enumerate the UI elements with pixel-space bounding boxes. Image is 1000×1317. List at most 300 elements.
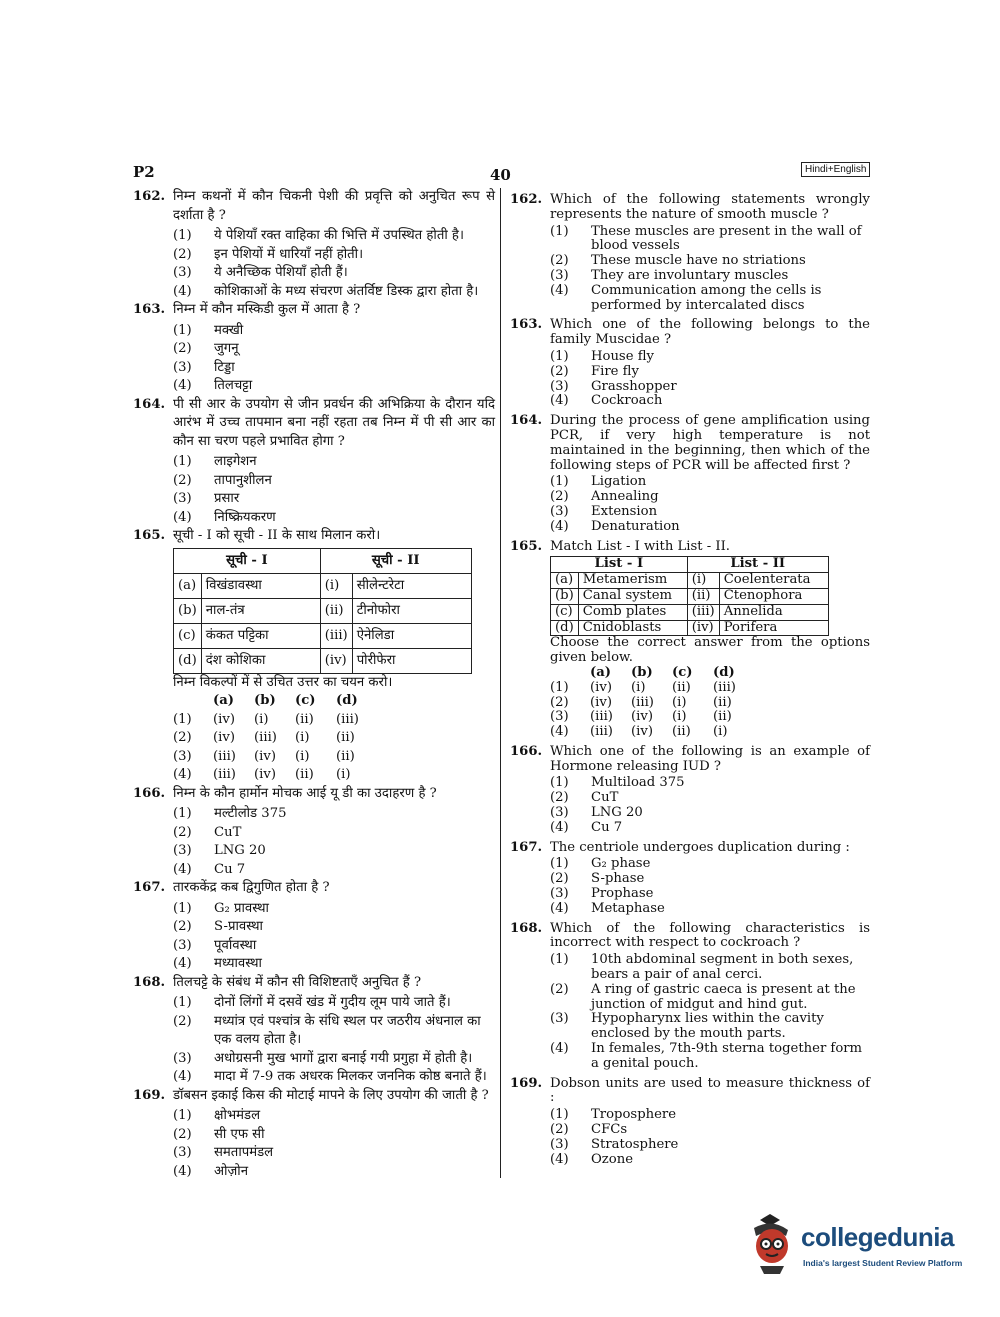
answer-number: (1) bbox=[173, 711, 192, 727]
option-number: (4) bbox=[550, 518, 569, 534]
option-text: In females, 7th-9th sterna together form a genital pouch. bbox=[591, 1041, 863, 1071]
option-number: (2) bbox=[173, 1126, 192, 1142]
language-badge: Hindi+English bbox=[801, 162, 870, 177]
option-text: प्रसार bbox=[214, 491, 240, 506]
match-row bbox=[551, 604, 829, 620]
options-list bbox=[173, 227, 495, 301]
option-item bbox=[550, 1138, 870, 1153]
answer-value: (iv) bbox=[213, 730, 235, 745]
options-list bbox=[173, 1107, 495, 1181]
answer-value: (iv) bbox=[590, 679, 612, 695]
question-stem bbox=[510, 841, 870, 856]
answer-grid-header bbox=[550, 666, 870, 681]
answer-grid bbox=[173, 692, 495, 785]
question-164 bbox=[510, 414, 870, 534]
question-number: 165. bbox=[510, 538, 543, 554]
option-number: (1) bbox=[550, 474, 569, 490]
option-item bbox=[550, 983, 870, 1013]
option-item bbox=[550, 887, 870, 902]
option-text: Hypopharynx lies within the cavity enclosed by the mouth parts. bbox=[591, 1011, 824, 1042]
option-item bbox=[550, 902, 870, 917]
option-text: जुगनू bbox=[214, 341, 239, 356]
question-169 bbox=[510, 1077, 870, 1168]
answer-spacer bbox=[550, 666, 590, 681]
match-row bbox=[174, 648, 472, 673]
answer-value: (i) bbox=[672, 709, 687, 725]
question-164 bbox=[133, 396, 495, 528]
option-text: ये अनैच्छिक पेशियाँ होती हैं। bbox=[214, 265, 348, 280]
answer-value: (i) bbox=[254, 711, 269, 727]
option-item bbox=[173, 1126, 495, 1145]
option-item bbox=[173, 322, 495, 341]
answer-value: (iii) bbox=[590, 709, 613, 725]
question-text: निम्न के कौन हार्मोन मोचक आई यू डी का उदाहरण है ? bbox=[173, 785, 437, 801]
answer-instruction: Choose the correct answer from the options given below. bbox=[550, 635, 870, 666]
option-text: Cockroach bbox=[591, 393, 663, 409]
question-stem bbox=[510, 414, 870, 473]
answer-value: (iii) bbox=[590, 724, 613, 740]
mascot-icon bbox=[746, 1214, 798, 1274]
question-stem bbox=[510, 540, 870, 555]
question-number: 166. bbox=[133, 785, 166, 801]
question-number: 169. bbox=[133, 1087, 166, 1103]
answer-col-head: (a) bbox=[590, 664, 612, 680]
question-stem bbox=[133, 527, 495, 546]
question-stem bbox=[133, 188, 495, 225]
answer-value: (iv) bbox=[254, 767, 276, 782]
options-list bbox=[550, 776, 870, 835]
question-stem bbox=[133, 974, 495, 993]
option-text: तापानुशीलन bbox=[214, 472, 272, 488]
option-item bbox=[550, 284, 870, 314]
question-stem bbox=[133, 396, 495, 452]
question-text: Match List - I with List - II. bbox=[550, 538, 731, 554]
option-text: लाइगेशन bbox=[214, 454, 257, 469]
answer-value: (i) bbox=[631, 679, 646, 695]
match-item-1: दंश कोशिका bbox=[201, 648, 320, 673]
answer-value: (iii) bbox=[213, 748, 236, 764]
option-number: (2) bbox=[550, 363, 569, 379]
match-row bbox=[174, 598, 472, 623]
option-text: They are involuntary muscles bbox=[591, 267, 789, 283]
option-number: (4) bbox=[550, 1041, 569, 1057]
option-text: These muscles are present in the wall of blood vessels bbox=[591, 223, 862, 254]
option-number: (4) bbox=[173, 1069, 192, 1084]
option-number: (3) bbox=[550, 1011, 569, 1027]
question-number: 168. bbox=[510, 920, 543, 936]
match-key-1: (b) bbox=[551, 588, 579, 604]
match-row bbox=[174, 573, 472, 598]
match-key-1: (d) bbox=[551, 620, 579, 636]
option-text: S-phase bbox=[591, 871, 645, 887]
answer-value: (iv) bbox=[254, 748, 276, 764]
option-number: (4) bbox=[173, 509, 192, 525]
answer-option bbox=[550, 696, 870, 711]
option-text: G₂ प्रावस्था bbox=[214, 900, 269, 916]
option-number: (2) bbox=[173, 246, 192, 262]
question-number: 168. bbox=[133, 974, 166, 990]
question-165 bbox=[133, 527, 495, 785]
options-list bbox=[550, 1108, 870, 1167]
option-item bbox=[173, 1163, 495, 1182]
match-item-2: टीनोफोरा bbox=[352, 598, 471, 623]
option-text: टिड्डा bbox=[214, 359, 235, 375]
option-number: (2) bbox=[550, 790, 569, 806]
option-text: मक्खी bbox=[214, 322, 244, 338]
question-number: 162. bbox=[510, 192, 543, 207]
match-table-header bbox=[174, 548, 472, 573]
option-item bbox=[550, 475, 870, 490]
option-item bbox=[173, 283, 495, 302]
answer-value: (i) bbox=[713, 724, 728, 740]
option-item bbox=[173, 994, 495, 1013]
option-text: कोशिकाओं के मध्य संचरण अंतर्विष्ट डिस्क द्वारा होता है। bbox=[214, 283, 479, 299]
match-key-1: (d) bbox=[174, 648, 202, 673]
match-item-1: Metamerism bbox=[578, 573, 687, 589]
match-key-2: (iv) bbox=[687, 620, 719, 636]
option-number: (1) bbox=[173, 228, 192, 243]
option-text: Prophase bbox=[591, 886, 654, 902]
answer-value: (ii) bbox=[336, 748, 355, 764]
answer-value: (i) bbox=[336, 767, 351, 782]
option-item bbox=[550, 857, 870, 872]
list1-header: सूची - I bbox=[174, 548, 321, 573]
answer-col-head: (d) bbox=[713, 664, 735, 680]
match-row bbox=[551, 588, 829, 604]
option-item bbox=[173, 377, 495, 396]
option-text: निष्क्रियकरण bbox=[214, 509, 276, 525]
option-number: (4) bbox=[550, 1151, 569, 1167]
answer-value: (ii) bbox=[295, 711, 314, 727]
answer-col-head: (c) bbox=[672, 664, 693, 680]
option-item bbox=[173, 472, 495, 491]
answer-value: (ii) bbox=[672, 679, 691, 695]
question-text: Which of the following characteristics is incorrect with respect to cockroach ? bbox=[550, 920, 870, 951]
option-number: (2) bbox=[550, 489, 569, 505]
option-item bbox=[550, 872, 870, 887]
answer-value: (ii) bbox=[336, 730, 355, 745]
option-number: (4) bbox=[550, 282, 569, 298]
option-number: (4) bbox=[173, 378, 192, 393]
answer-value: (i) bbox=[295, 748, 310, 764]
question-text: Which of the following statements wrongly represents the nature of smooth muscle ? bbox=[550, 192, 870, 222]
question-number: 163. bbox=[133, 302, 166, 317]
match-key-1: (a) bbox=[174, 573, 202, 598]
option-item bbox=[173, 1107, 495, 1126]
answer-value: (ii) bbox=[713, 694, 732, 710]
option-item bbox=[550, 520, 870, 535]
answer-value: (ii) bbox=[672, 724, 691, 740]
options-list bbox=[173, 994, 495, 1087]
option-number: (2) bbox=[173, 1013, 192, 1029]
option-number: (3) bbox=[173, 265, 192, 280]
match-item-2: पोरीफेरा bbox=[352, 648, 471, 673]
option-text: मादा में 7-9 तक अधरक मिलकर जननिक कोष्ठ बनाते हैं। bbox=[214, 1069, 487, 1084]
match-table-header bbox=[551, 557, 829, 573]
question-number: 163. bbox=[510, 317, 543, 333]
answer-option bbox=[173, 711, 495, 730]
option-item bbox=[550, 776, 870, 791]
option-text: These muscle have no striations bbox=[591, 253, 806, 269]
question-stem bbox=[133, 301, 495, 320]
option-number: (1) bbox=[550, 223, 569, 239]
option-item bbox=[173, 227, 495, 246]
option-item bbox=[550, 1108, 870, 1123]
match-key-2: (i) bbox=[687, 573, 719, 589]
option-item bbox=[550, 254, 870, 269]
answer-col-head: (c) bbox=[295, 693, 316, 708]
option-number: (3) bbox=[550, 267, 569, 283]
question-163 bbox=[133, 301, 495, 396]
question-text: तारककेंद्र कब द्विगुणित होता है ? bbox=[173, 880, 330, 895]
column-divider bbox=[500, 188, 501, 1178]
match-item-2: Coelenterata bbox=[719, 573, 828, 589]
question-text: सूची - I को सूची - II के साथ मिलान करो। bbox=[173, 528, 381, 543]
match-item-1: नाल-तंत्र bbox=[201, 598, 320, 623]
question-stem bbox=[510, 745, 870, 775]
match-row bbox=[551, 620, 829, 636]
option-number: (3) bbox=[550, 805, 569, 821]
answer-option bbox=[173, 766, 495, 785]
question-166 bbox=[133, 785, 495, 880]
answer-option bbox=[550, 681, 870, 696]
option-number: (1) bbox=[550, 775, 569, 791]
option-number: (1) bbox=[550, 348, 569, 364]
question-162 bbox=[133, 188, 495, 301]
option-number: (2) bbox=[173, 824, 192, 840]
question-number: 166. bbox=[510, 743, 543, 759]
option-text: दोनों लिंगों में दसवें खंड में गुदीय लूम पाये जाते हैं। bbox=[214, 995, 451, 1010]
option-number: (1) bbox=[173, 322, 192, 338]
answer-col-head: (a) bbox=[213, 693, 235, 708]
option-number: (4) bbox=[173, 283, 192, 299]
answer-number: (1) bbox=[550, 679, 569, 695]
question-text: Dobson units are used to measure thickness of : bbox=[550, 1075, 870, 1106]
question-text: Which one of the following is an example of Hormone releasing IUD ? bbox=[550, 743, 870, 774]
option-item bbox=[173, 918, 495, 937]
option-text: इन पेशियों में धारियाँ नहीं होती। bbox=[214, 246, 364, 262]
list2-header: सूची - II bbox=[320, 548, 471, 573]
option-text: Denaturation bbox=[591, 518, 680, 534]
option-number: (3) bbox=[550, 1136, 569, 1152]
match-item-1: Comb plates bbox=[578, 604, 687, 620]
option-number: (4) bbox=[173, 861, 192, 877]
option-text: 10th abdominal segment in both sexes, bears a pair of anal cerci. bbox=[591, 952, 854, 983]
option-number: (1) bbox=[173, 900, 192, 916]
match-key-2: (iv) bbox=[320, 648, 352, 673]
question-167 bbox=[510, 841, 870, 917]
option-item bbox=[173, 453, 495, 472]
option-text: LNG 20 bbox=[214, 843, 266, 858]
list2-header: List - II bbox=[687, 557, 828, 573]
option-text: क्षोभमंडल bbox=[214, 1108, 261, 1123]
question-number: 162. bbox=[133, 189, 166, 204]
question-163 bbox=[510, 318, 870, 409]
option-text: CuT bbox=[214, 824, 242, 840]
answer-value: (iv) bbox=[631, 724, 653, 740]
answer-number: (3) bbox=[550, 709, 569, 725]
option-number: (3) bbox=[173, 1145, 192, 1160]
option-text: सी एफ सी bbox=[214, 1126, 265, 1142]
question-text: The centriole undergoes duplication during : bbox=[550, 839, 850, 855]
answer-grid-header bbox=[173, 692, 495, 711]
answer-value: (iv) bbox=[213, 711, 235, 727]
match-item-1: Canal system bbox=[578, 588, 687, 604]
list1-header: List - I bbox=[551, 557, 688, 573]
match-item-2: ऐनेलिडा bbox=[352, 623, 471, 648]
options-list bbox=[173, 900, 495, 974]
answer-value: (iv) bbox=[590, 694, 612, 710]
option-item bbox=[550, 225, 870, 255]
option-text: Cu 7 bbox=[214, 861, 246, 877]
option-number: (1) bbox=[550, 856, 569, 872]
option-item bbox=[173, 805, 495, 824]
match-item-2: Annelida bbox=[719, 604, 828, 620]
option-number: (1) bbox=[173, 806, 192, 821]
option-item bbox=[173, 359, 495, 378]
option-item bbox=[173, 264, 495, 283]
question-stem bbox=[133, 785, 495, 804]
question-stem bbox=[510, 193, 870, 223]
match-table bbox=[550, 556, 829, 636]
match-row bbox=[551, 573, 829, 589]
option-number: (1) bbox=[550, 1107, 569, 1123]
option-item bbox=[173, 246, 495, 265]
option-number: (4) bbox=[550, 900, 569, 916]
option-item bbox=[173, 509, 495, 528]
option-text: Ozone bbox=[591, 1151, 633, 1167]
brand-name: collegedunia bbox=[801, 1222, 954, 1252]
question-168 bbox=[510, 922, 870, 1072]
answer-value: (ii) bbox=[295, 767, 314, 782]
question-162 bbox=[510, 193, 870, 313]
match-key-1: (b) bbox=[174, 598, 202, 623]
answer-number: (2) bbox=[173, 730, 192, 745]
match-key-2: (iii) bbox=[687, 604, 719, 620]
answer-instruction: निम्न विकल्पों में से उचित उत्तर का चयन करो। bbox=[173, 674, 393, 690]
answer-col-head: (b) bbox=[631, 664, 653, 680]
option-number: (2) bbox=[550, 1122, 569, 1138]
question-number: 164. bbox=[133, 396, 166, 412]
option-number: (2) bbox=[550, 981, 569, 997]
question-text: डॉबसन इकाई किस की मोटाई मापने के लिए उपयोग की जाती है ? bbox=[173, 1087, 489, 1103]
question-number: 165. bbox=[133, 528, 166, 543]
option-text: पूर्वावस्था bbox=[214, 937, 257, 953]
option-item bbox=[550, 365, 870, 380]
option-text: समतापमंडल bbox=[214, 1145, 274, 1160]
option-text: अधोग्रसनी मुख भागों द्वारा बनाई गयी प्रगुहा में होती है। bbox=[214, 1050, 473, 1066]
option-item bbox=[550, 1042, 870, 1072]
option-number: (1) bbox=[173, 454, 192, 469]
answer-number: (4) bbox=[173, 767, 192, 782]
option-item bbox=[550, 269, 870, 284]
option-item bbox=[550, 490, 870, 505]
option-text: Cu 7 bbox=[591, 819, 623, 835]
answer-option bbox=[173, 729, 495, 748]
option-item bbox=[173, 937, 495, 956]
option-text: Ligation bbox=[591, 474, 647, 490]
option-item bbox=[173, 340, 495, 359]
question-text: Which one of the following belongs to the family Muscidae ? bbox=[550, 317, 870, 348]
question-stem bbox=[510, 922, 870, 952]
option-text: Grasshopper bbox=[591, 378, 677, 394]
brand-tagline: India's largest Student Review Platform bbox=[803, 1258, 963, 1268]
answer-grid bbox=[550, 666, 870, 740]
option-number: (4) bbox=[173, 956, 192, 971]
answer-value: (i) bbox=[672, 694, 687, 710]
question-stem bbox=[133, 1087, 495, 1106]
option-item bbox=[173, 1050, 495, 1069]
options-list bbox=[173, 805, 495, 879]
option-number: (4) bbox=[173, 1163, 192, 1179]
question-number: 167. bbox=[510, 839, 543, 855]
option-text: CFCs bbox=[591, 1122, 628, 1138]
question-text: During the process of gene amplification using PCR, if very high temperature is not maintained in the beginning, then which of the following steps of PCR will be affected first ? bbox=[550, 413, 870, 473]
match-key-1: (a) bbox=[551, 573, 579, 589]
question-number: 164. bbox=[510, 413, 543, 429]
option-number: (2) bbox=[550, 871, 569, 887]
option-item bbox=[550, 1123, 870, 1138]
page-number: 40 bbox=[490, 166, 511, 184]
option-text: S-प्रावस्था bbox=[214, 919, 263, 934]
option-text: Annealing bbox=[591, 489, 659, 505]
option-item bbox=[173, 1013, 495, 1050]
question-number: 167. bbox=[133, 880, 166, 895]
options-list bbox=[550, 857, 870, 916]
match-key-2: (i) bbox=[320, 573, 352, 598]
match-item-2: Ctenophora bbox=[719, 588, 828, 604]
option-item bbox=[173, 861, 495, 880]
option-text: A ring of gastric caeca is present at the junction of midgut and hind gut. bbox=[591, 981, 856, 1012]
answer-value: (iii) bbox=[213, 767, 236, 782]
question-number: 169. bbox=[510, 1075, 543, 1091]
answer-option bbox=[550, 710, 870, 725]
option-item bbox=[173, 900, 495, 919]
option-number: (3) bbox=[550, 886, 569, 902]
option-number: (1) bbox=[550, 952, 569, 968]
option-text: मल्टीलोड 375 bbox=[214, 806, 287, 821]
option-text: G₂ phase bbox=[591, 856, 651, 872]
option-item bbox=[173, 1068, 495, 1087]
match-key-1: (c) bbox=[174, 623, 202, 648]
option-text: CuT bbox=[591, 790, 619, 806]
question-166 bbox=[510, 745, 870, 836]
english-column bbox=[510, 188, 870, 1167]
option-item bbox=[173, 842, 495, 861]
match-row bbox=[174, 623, 472, 648]
option-number: (2) bbox=[550, 253, 569, 269]
match-key-2: (ii) bbox=[687, 588, 719, 604]
answer-option bbox=[550, 725, 870, 740]
option-number: (3) bbox=[550, 503, 569, 519]
option-text: Extension bbox=[591, 503, 658, 519]
question-stem bbox=[510, 318, 870, 348]
option-item bbox=[550, 1153, 870, 1168]
option-item bbox=[173, 490, 495, 509]
hindi-column bbox=[133, 188, 495, 1181]
question-168 bbox=[133, 974, 495, 1087]
collegedunia-logo bbox=[746, 1214, 966, 1274]
options-list bbox=[550, 350, 870, 409]
option-number: (3) bbox=[173, 359, 192, 375]
question-165 bbox=[510, 540, 870, 740]
option-text: House fly bbox=[591, 348, 654, 364]
match-key-2: (iii) bbox=[320, 623, 352, 648]
option-item bbox=[550, 350, 870, 365]
page-code: P2 bbox=[133, 163, 155, 181]
option-item bbox=[550, 394, 870, 409]
match-item-2: सीलेन्टरेटा bbox=[352, 573, 471, 598]
